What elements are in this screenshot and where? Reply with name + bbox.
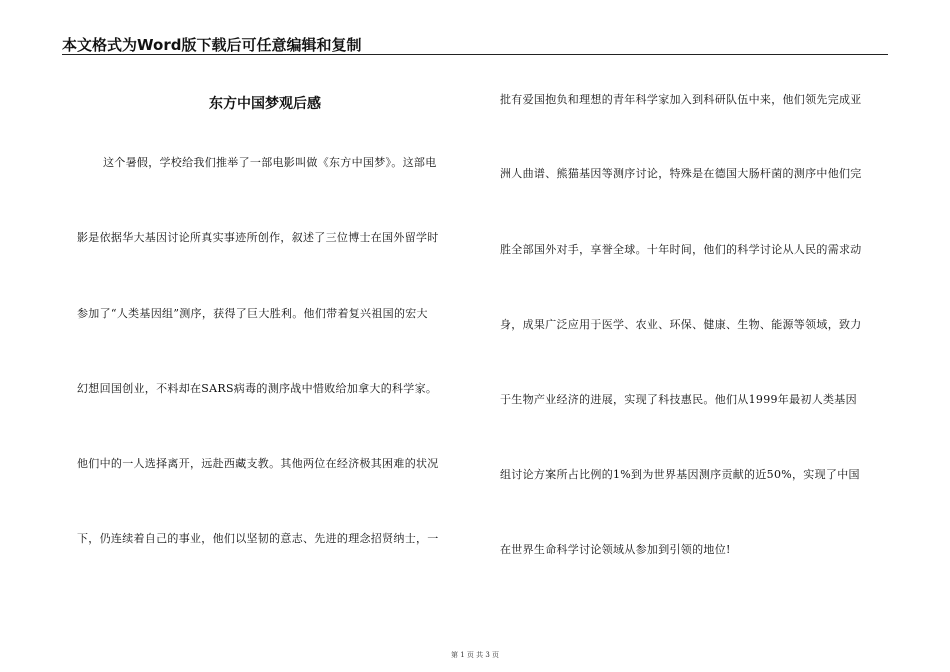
left-column-line-2: 影是依据华大基因讨论所真实事迹所创作，叙述了三位博士在国外留学时: [77, 231, 439, 244]
right-column-line-4: 身，成果广泛应用于医学、农业、环保、健康、生物、能源等领域，致力: [500, 318, 862, 331]
left-column-line-6: 下，仍连续着自己的事业，他们以坚韧的意志、先进的理念招贤纳士，一: [77, 532, 439, 545]
page-number: 第 1 页 共 3 页: [450, 651, 500, 659]
header-divider: [62, 54, 888, 55]
left-column-line-1: 这个暑假，学校给我们推举了一部电影叫做《东方中国梦》。这部电: [103, 156, 437, 169]
right-column-line-1: 批有爱国抱负和理想的青年科学家加入到科研队伍中来，他们领先完成亚: [500, 93, 862, 106]
right-column-line-7: 在世界生命科学讨论领域从参加到引领的地位!: [500, 543, 731, 556]
download-notice-banner: 本文格式为Word版下载后可任意编辑和复制: [62, 36, 362, 54]
left-column-line-4: 幻想回国创业，不料却在SARS病毒的测序战中惜败给加拿大的科学家。: [77, 382, 438, 395]
left-column-line-5: 他们中的一人选择离开，远赴西藏支教。其他两位在经济极其困难的状况: [77, 457, 439, 470]
left-column-line-3: 参加了“人类基因组”测序，获得了巨大胜利。他们带着复兴祖国的宏大: [77, 307, 428, 320]
right-column-line-6: 组讨论方案所占比例的1%到为世界基因测序贡献的近50%，实现了中国: [500, 468, 860, 481]
right-column-line-2: 洲人曲谱、熊猫基因等测序讨论，特殊是在德国大肠杆菌的测序中他们完: [500, 167, 862, 180]
right-column-line-3: 胜全部国外对手，享誉全球。十年时间，他们的科学讨论从人民的需求动: [500, 243, 862, 256]
document-title: 东方中国梦观后感: [209, 96, 321, 112]
right-column-line-5: 于生物产业经济的进展，实现了科技惠民。他们从1999年最初人类基因: [500, 393, 857, 406]
